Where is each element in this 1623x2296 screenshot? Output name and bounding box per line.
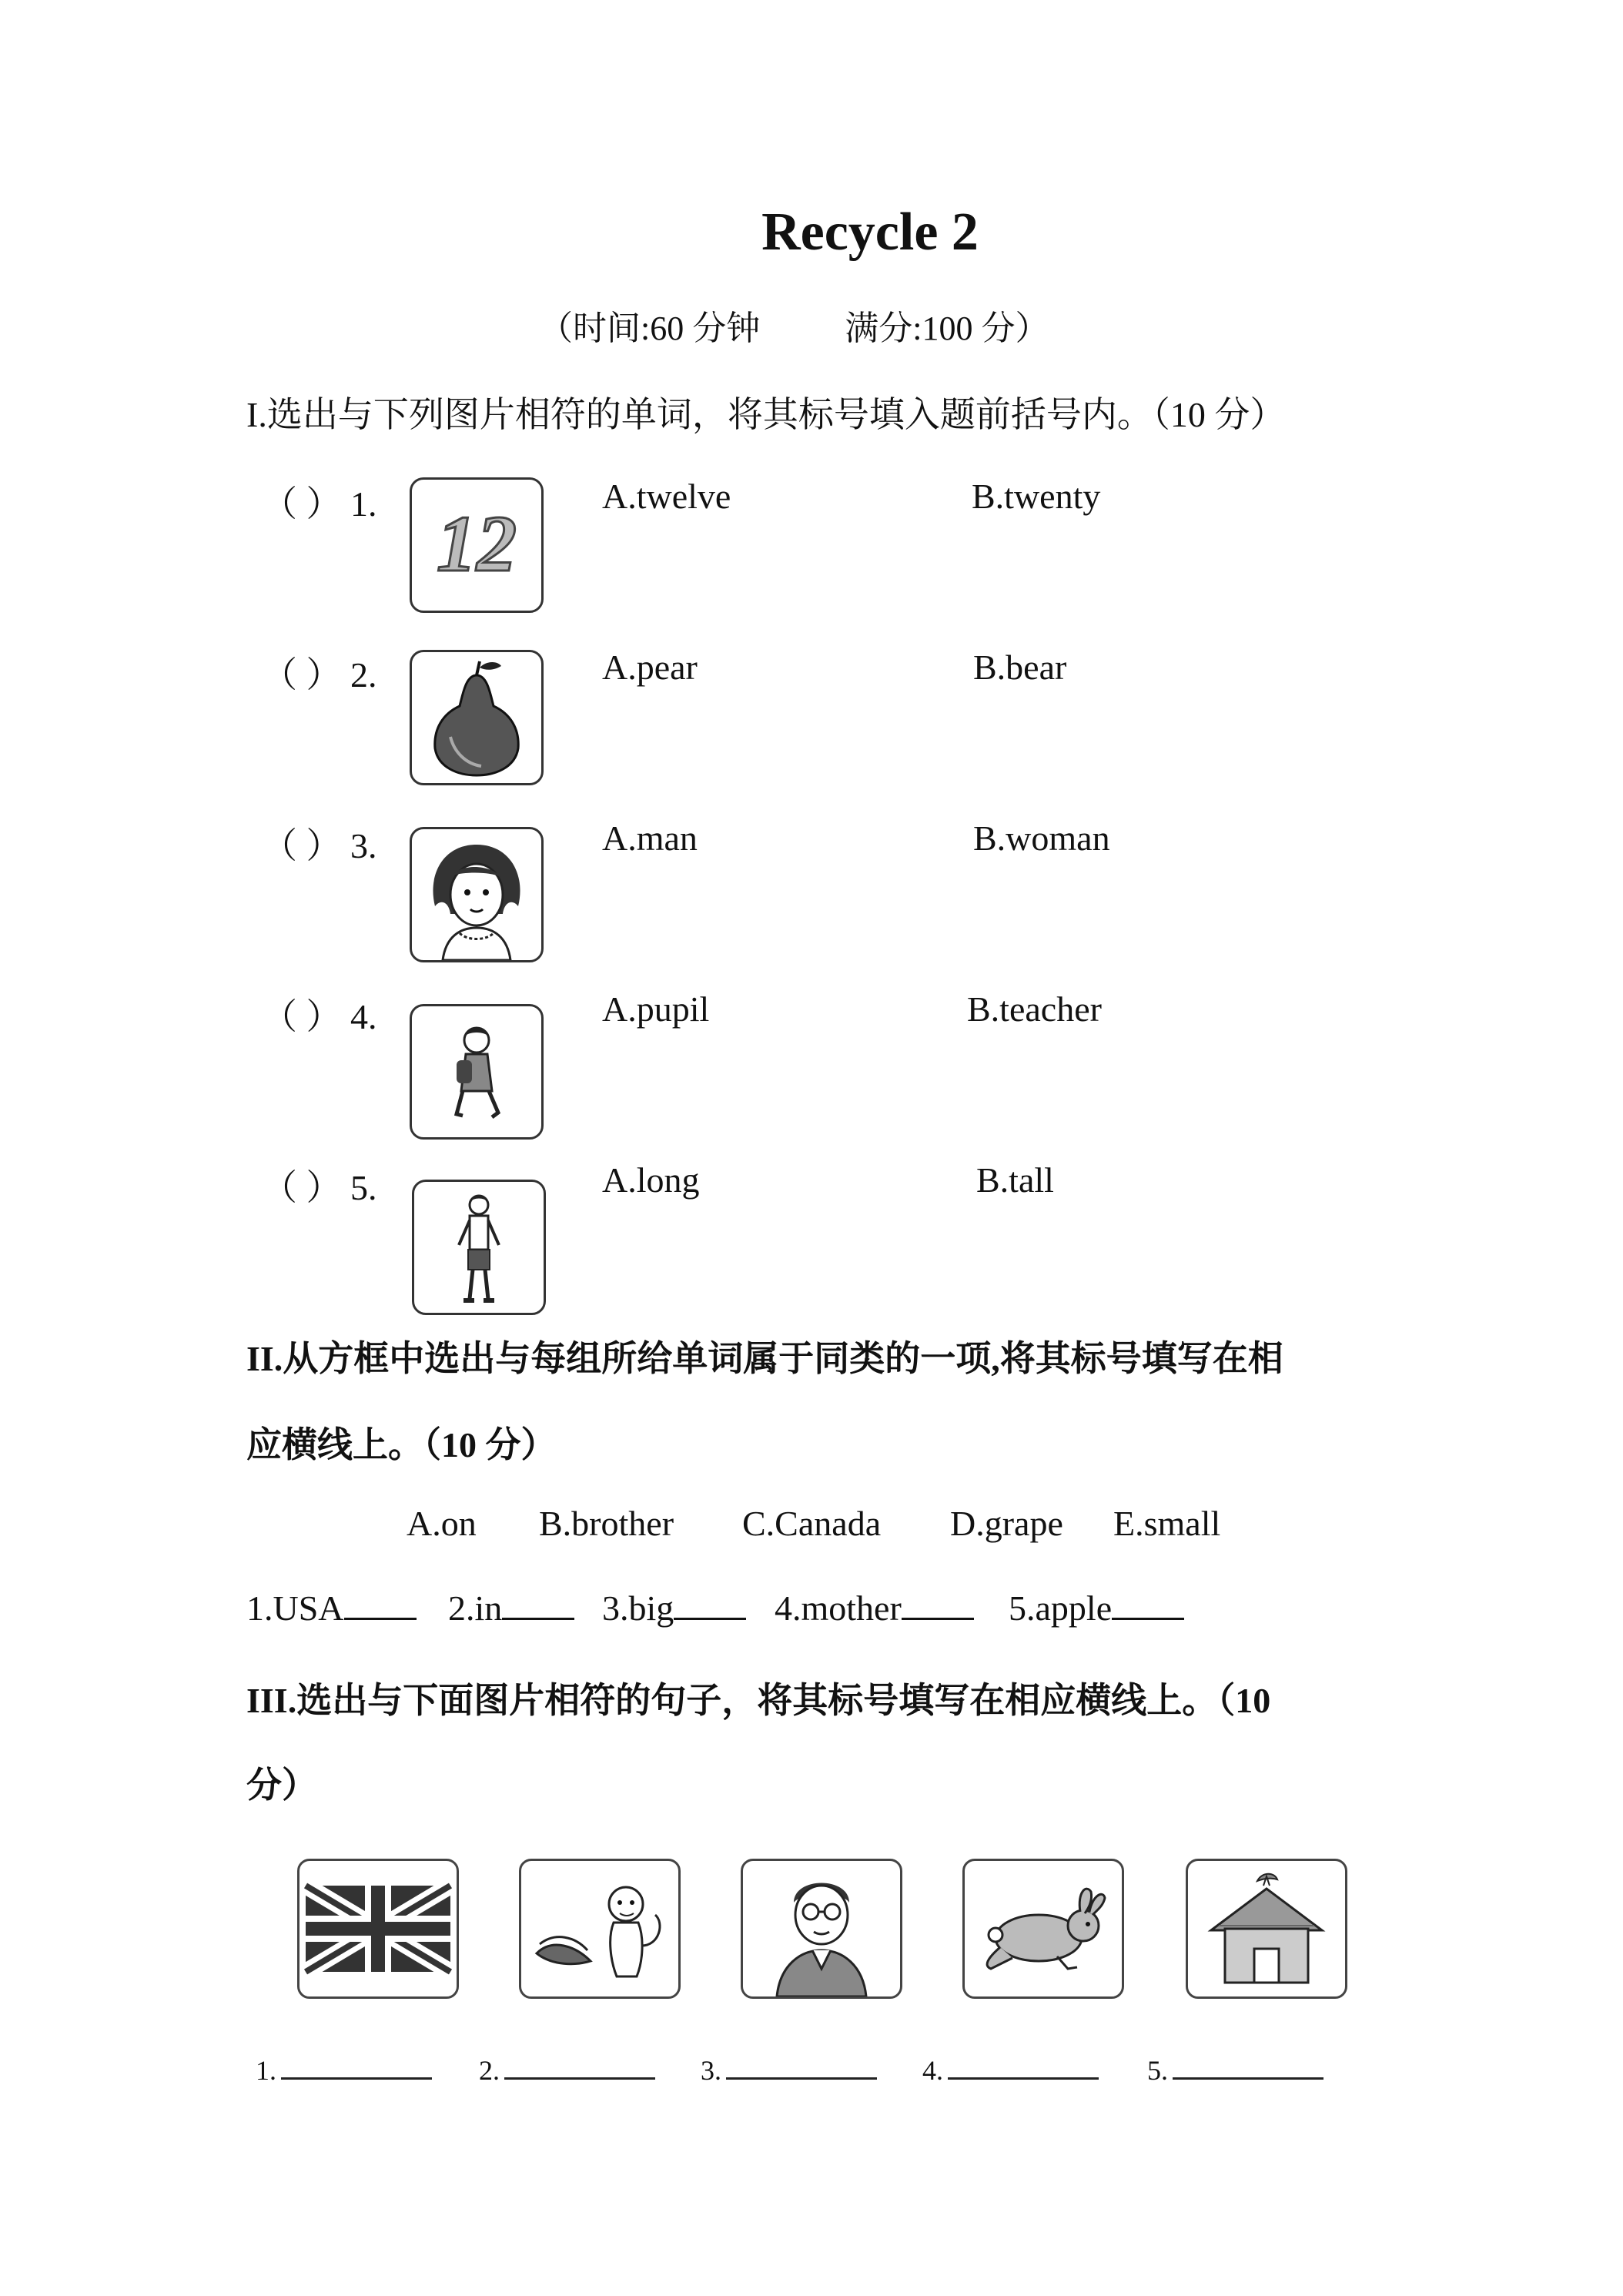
option-b-2: B.bear [973,648,1067,687]
twelve-digits: 12 [437,500,517,588]
classify-question-3: 3.big [602,1588,746,1628]
answer-blank[interactable] [1112,1590,1184,1620]
time-info: （时间:60 分钟 [539,310,761,347]
monkey-banana-icon [519,1859,681,1999]
word-option: B.brother [539,1504,674,1543]
option-a-5: A.long [602,1160,700,1200]
option-b-1: B.twenty [972,477,1101,516]
option-a-1: A.twelve [602,477,731,516]
pear-icon [410,650,544,785]
exam-info [539,300,1049,350]
item-number: 4. [350,997,377,1036]
answer-line[interactable] [726,2070,877,2080]
item-number: 3. [350,826,377,865]
uk-flag-icon [297,1859,459,1999]
word-option: A.on [407,1504,477,1543]
option-a-4: A.pupil [602,989,710,1029]
classify-question-4: 4.mother [775,1588,974,1628]
item-number: 1. [350,484,377,524]
section3-heading-line2: 分） [246,1766,317,1805]
section2-heading-line2: 应横线上。（10 分） [246,1425,557,1464]
answer-paren-3[interactable]: （ ） 3. [262,826,377,865]
man-glasses-icon [741,1859,902,1999]
picture-answer-3: 3. [701,2054,877,2087]
classify-question-2: 2.in [448,1588,574,1628]
score-info: 满分:100 分） [845,310,1049,347]
classify-question-5: 5.apple [1009,1588,1184,1628]
picture-answer-5: 5. [1147,2054,1323,2087]
word-option: D.grape [950,1504,1063,1543]
word-option: C.Canada [742,1504,882,1543]
section1-heading: I.选出与下列图片相符的单词，将其标号填入题前括号内。（10 分） [246,395,1286,434]
option-b-5: B.tall [976,1160,1054,1200]
word-option: E.small [1113,1504,1221,1543]
section2-heading-line1: II.从方框中选出与每组所给单词属于同类的一项,将其标号填写在相 [246,1339,1283,1378]
option-a-2: A.pear [602,648,698,687]
answer-blank[interactable] [344,1590,417,1620]
picture-answer-2: 2. [479,2054,655,2087]
rabbit-icon [962,1859,1124,1999]
answer-blank[interactable] [502,1590,574,1620]
item-number: 2. [350,655,377,694]
pupil-icon [410,1004,544,1140]
answer-line[interactable] [504,2070,655,2080]
tall-man-icon [412,1180,546,1315]
answer-line[interactable] [281,2070,432,2080]
section3-heading-line1: III.选出与下面图片相符的句子，将其标号填写在相应横线上。（10 [246,1681,1271,1720]
option-b-3: B.woman [973,818,1110,858]
answer-blank[interactable] [674,1590,746,1620]
woman-icon [410,827,544,962]
picture-answer-1: 1. [256,2054,432,2087]
answer-blank[interactable] [902,1590,974,1620]
page-title: Recycle 2 [761,202,979,262]
answer-line[interactable] [1173,2070,1323,2080]
picture-answer-4: 4. [922,2054,1099,2087]
answer-paren-5[interactable]: （ ） 5. [262,1168,377,1207]
answer-paren-1[interactable]: （ ） 1. [262,484,377,524]
answer-line[interactable] [948,2070,1099,2080]
house-icon [1186,1859,1347,1999]
answer-paren-4[interactable]: （ ） 4. [262,997,377,1036]
answer-paren-2[interactable]: （ ） 2. [262,655,377,694]
classify-question-1: 1.USA [246,1588,417,1628]
option-b-4: B.teacher [967,989,1102,1029]
item-number: 5. [350,1168,377,1207]
option-a-3: A.man [602,818,698,858]
number-12-icon [410,477,544,613]
